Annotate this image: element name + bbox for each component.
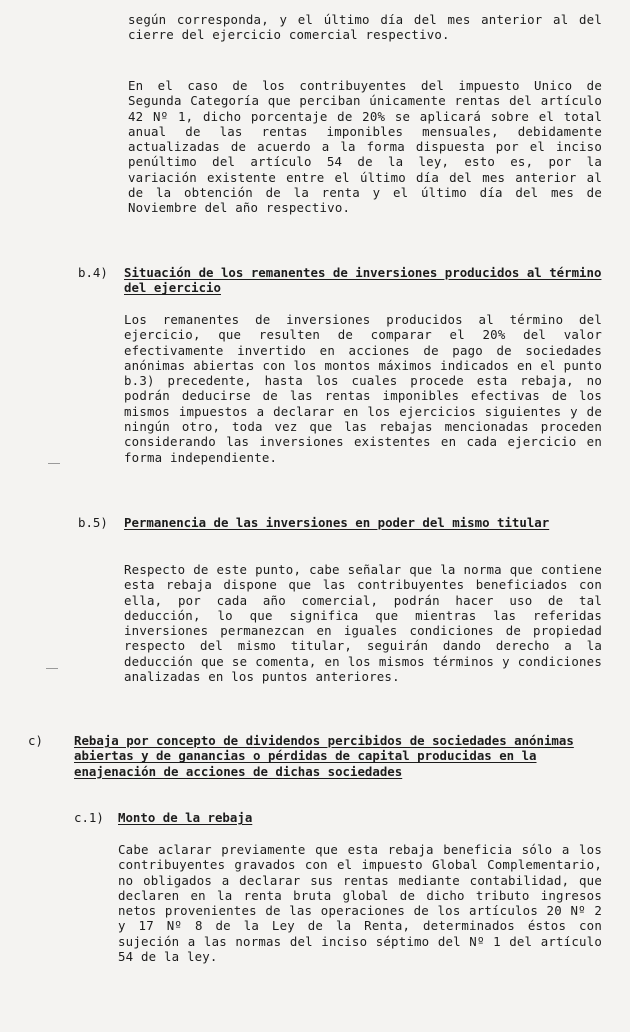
section-heading-b5: Permanencia de las inversiones en poder del mismo titular	[124, 515, 550, 530]
section-label-c: c)	[28, 733, 43, 748]
section-heading-c: Rebaja por concepto de dividendos percibidos de sociedades anónimas abiertas y de ganancias o pérdidas de capital producidas en la enajenación de acciones de dichas sociedades	[74, 733, 574, 779]
paragraph-continuation: según corresponda, y el último día del mes anterior al del cierre del ejercicio comercial respectivo.	[128, 12, 602, 43]
paragraph-segunda-categoria: En el caso de los contribuyentes del impuesto Unico de Segunda Categoría que perciban únicamente rentas del artículo 42 Nº 1, dicho porcentaje de 20% se aplicará sobre el total anual de las rentas imponibles mensuales, debidamente actualizadas de acuerdo a la forma dispuesta por el inciso penúltimo del artículo 54 de la ley, esto es, por la variación existente entre el último día del mes anterior al de la obtención de la renta y el último día del mes de Noviembre del año respectivo.	[128, 78, 602, 216]
section-label-b4: b.4)	[78, 265, 108, 280]
margin-mark	[48, 463, 60, 464]
section-text-c1: Cabe aclarar previamente que esta rebaja beneficia sólo a los contribuyentes gravados con el impuesto Global Complementario, no obligados a declarar sus rentas mediante contabilidad, que declaren en la renta bruta global de dicho tributo ingresos netos provenientes de las operaciones de los artículos 20 Nº 2 y 17 Nº 8 de la Ley de la Renta, determinados éstos con sujeción a las normas del inciso séptimo del Nº 1 del artículo 54 de la ley.	[118, 842, 602, 965]
section-heading-c1: Monto de la rebaja	[118, 810, 253, 825]
section-label-b5: b.5)	[78, 515, 108, 530]
margin-mark	[46, 668, 58, 669]
section-text-b4: Los remanentes de inversiones producidos al término del ejercicio, que resulten de comparar el 20% del valor efectivamente invertido en acciones de pago de sociedades anónimas abiertas con los montos máximos indicados en el punto b.3) precedente, hasta los cuales procede esta rebaja, no podrán deducirse de las rentas imponibles efectivas de los mismos impuestos a declarar en los ejercicios siguientes y de ningún otro, toda vez que las rebajas mencionadas proceden considerando las inversiones existentes en cada ejercicio en forma independiente.	[124, 312, 602, 465]
section-text-b5: Respecto de este punto, cabe señalar que la norma que contiene esta rebaja dispone que las contribuyentes beneficiados con ella, por cada año comercial, podrán hacer uso de tal deducción, lo que significa que mientras las referidas inversiones permanezcan en iguales condiciones de propiedad respecto del mismo titular, seguirán dando derecho a la deducción que se comenta, en los mismos términos y condiciones analizadas en los puntos anteriores.	[124, 562, 602, 685]
section-heading-b4: Situación de los remanentes de inversiones producidos al término del ejercicio	[124, 265, 602, 296]
section-label-c1: c.1)	[74, 810, 104, 825]
